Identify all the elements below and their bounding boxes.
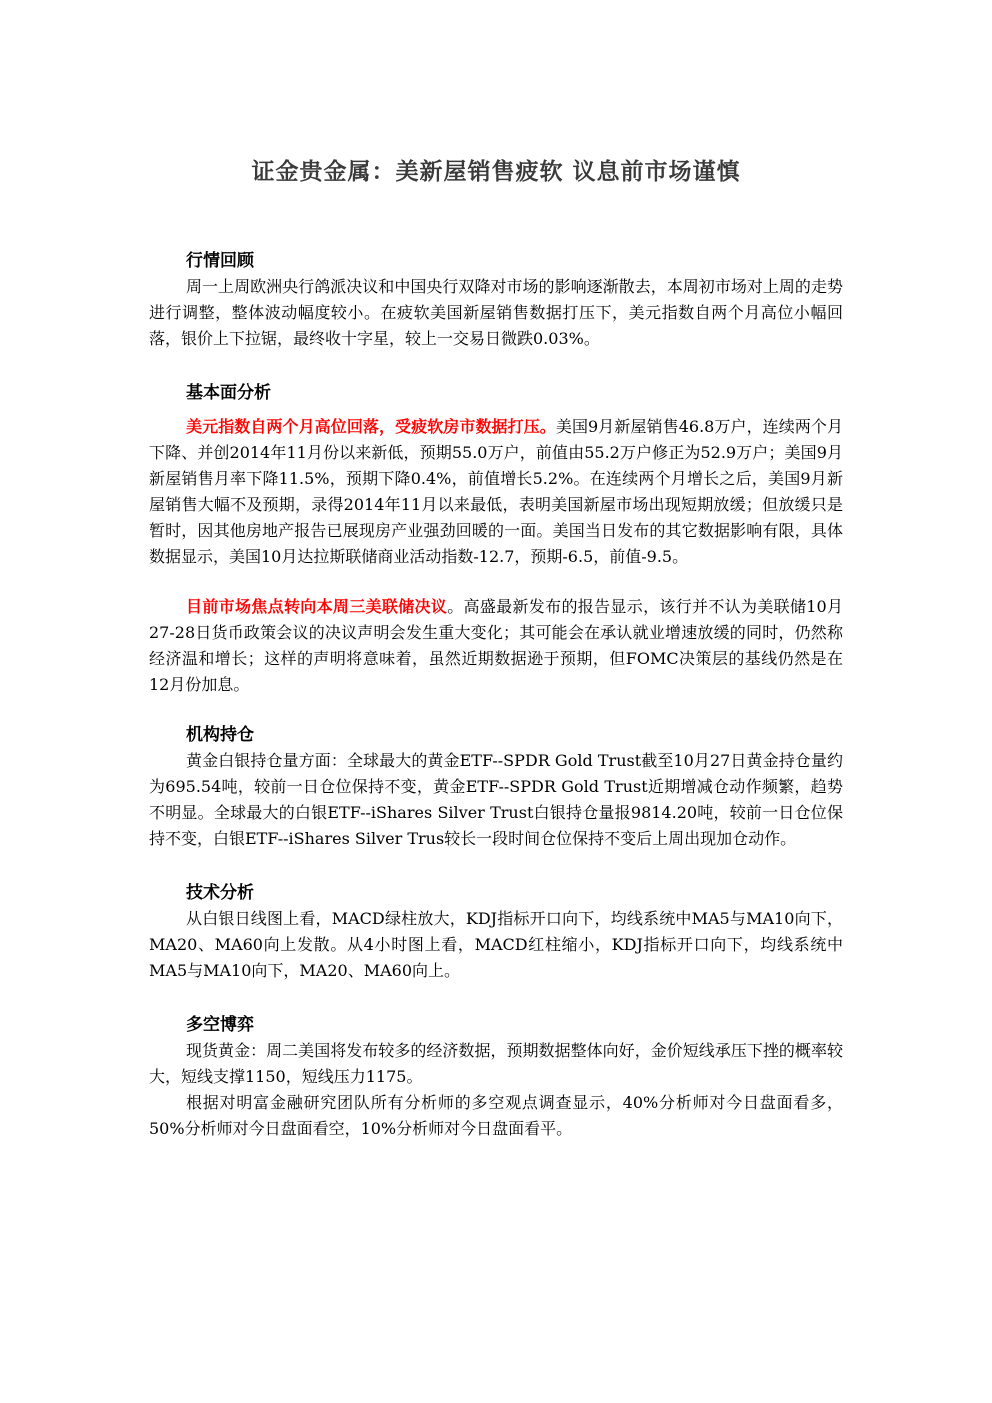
basic-paragraph-2 bbox=[149, 594, 843, 698]
positions-paragraph: 黄金白银持仓量方面：全球最大的黄金ETF--SPDR Gold Trust截至10月27日黄金持仓量约为695.54吨，较前一日仓位保持不变，黄金ETF--SPDR Gold Trust近期增减仓动作频繁，趋势不明显。全球最大的白银ETF--iShares Silver Trust白银持仓量报9814.20吨，较前一日仓位保持不变，白银ETF--iShares Silver Trus较长一段时间仓位保持不变后上周出现加仓动作。 bbox=[149, 751, 843, 848]
game-paragraph-2: 根据对明富金融研究团队所有分析师的多空观点调查显示，40%分析师对今日盘面看多，50%分析师对今日盘面看空，10%分析师对今日盘面看平。 bbox=[149, 1093, 843, 1138]
technical-paragraph: 从白银日线图上看，MACD绿柱放大，KDJ指标开口向下，均线系统中MA5与MA10向下，MA20、MA60向上发散。从4小时图上看，MACD红柱缩小，KDJ指标开口向下，均线系统中MA5与MA10向下，MA20、MA60向上。 bbox=[149, 909, 843, 980]
section-bull-bear bbox=[149, 1012, 843, 1142]
section-fed-focus bbox=[149, 594, 843, 698]
section-technical-analysis bbox=[149, 880, 843, 984]
basic-text-2: 。高盛最新发布的报告显示，该行并不认为美联储10月27-28日货币政策会议的决议声明会发生重大变化；其可能会在承认就业增速放缓的同时，仍然称经济温和增长；这样的声明将意味着，虽然近期数据逊于预期，但FOMC决策层的基线仍然是在12月份加息。 bbox=[149, 597, 843, 694]
page-title: 证金贵金属：美新屋销售疲软 议息前市场谨慎 bbox=[251, 159, 741, 185]
review-paragraph: 周一上周欧洲央行鸽派决议和中国央行双降对市场的影响逐渐散去，本周初市场对上周的走势进行调整，整体波动幅度较小。在疲软美国新屋销售数据打压下，美元指数自两个月高位小幅回落，银价上下拉锯，最终收十字星，较上一交易日微跌0.03%。 bbox=[149, 277, 843, 348]
highlight-lead-fed: 目前市场焦点转向本周三美联储决议 bbox=[186, 597, 448, 616]
highlight-lead-dollar: 美元指数自两个月高位回落，受疲软房市数据打压。 bbox=[186, 417, 556, 436]
basic-paragraph-1 bbox=[149, 414, 843, 570]
section-heading-positions: 机构持仓 bbox=[186, 725, 254, 745]
section-heading-basic: 基本面分析 bbox=[186, 383, 271, 403]
section-heading-game: 多空博弈 bbox=[186, 1015, 254, 1035]
section-heading-technical: 技术分析 bbox=[186, 883, 254, 903]
section-institutional-positions bbox=[149, 722, 843, 852]
basic-text-1: 美国9月新屋销售46.8万户，连续两个月下降、并创2014年11月份以来新低，预期55.0万户，前值由55.2万户修正为52.9万户；美国9月新屋销售月率下降11.5%，预期下降0.4%，前值增长5.2%。在连续两个月增长之后，美国9月新屋销售大幅不及预期，录得2014年11月以来最低，表明美国新屋市场出现短期放缓；但放缓只是暂时，因其他房地产报告已展现房产业强劲回暖的一面。美国当日发布的其它数据影响有限，具体数据显示，美国10月达拉斯联储商业活动指数-12.7，预期-6.5，前值-9.5。 bbox=[149, 417, 843, 566]
section-market-review bbox=[149, 248, 843, 352]
section-fundamental-analysis bbox=[149, 380, 843, 570]
section-heading-review: 行情回顾 bbox=[186, 251, 254, 271]
article-body bbox=[149, 248, 843, 1142]
game-paragraph-1: 现货黄金：周二美国将发布较多的经济数据，预期数据整体向好，金价短线承压下挫的概率较大，短线支撑1150，短线压力1175。 bbox=[149, 1041, 843, 1086]
